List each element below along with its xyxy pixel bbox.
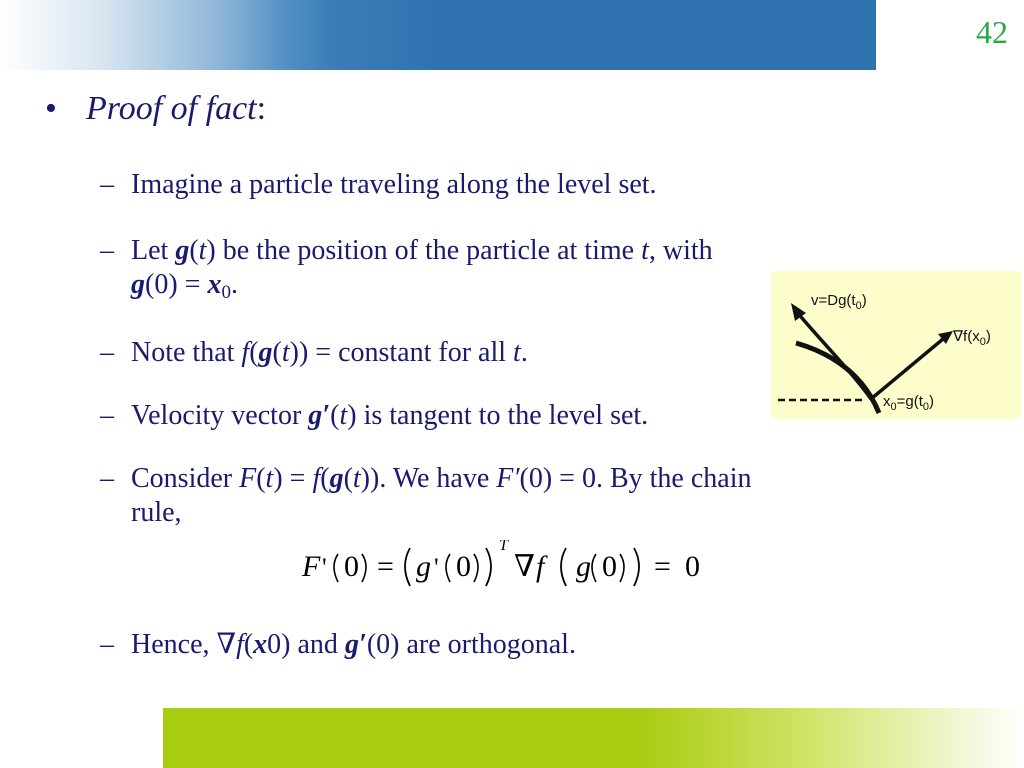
math-g-prime: g′: [344, 629, 367, 660]
formula-equals: =: [654, 550, 671, 583]
formula-paren: [474, 554, 478, 582]
dash-marker: –: [100, 463, 114, 494]
math-x: x: [253, 629, 268, 660]
text: .: [230, 269, 238, 300]
slide-number: 42: [976, 14, 1008, 50]
math-F: F: [239, 463, 257, 494]
formula-nabla: ∇: [514, 550, 535, 583]
math-t: t: [198, 235, 207, 266]
footer-band: [163, 708, 1024, 768]
formula-f: f: [536, 550, 545, 583]
formula-paren: [446, 554, 450, 582]
formula-paren: [405, 548, 410, 586]
sub-item-5-line-2: rule,: [131, 497, 182, 528]
formula-paren: [592, 554, 596, 582]
label-text: v=Dg(t: [811, 292, 856, 309]
dash-marker: –: [100, 400, 114, 431]
math-t: t: [265, 463, 274, 494]
bullet-title: [86, 90, 266, 128]
text: (: [272, 337, 282, 368]
text: (: [343, 463, 353, 494]
level-set-figure: [771, 271, 1021, 419]
text: (0) are orthogonal.: [366, 629, 576, 660]
math-t: t: [641, 235, 649, 266]
dash-marker: –: [100, 337, 114, 368]
subscript: 0: [890, 401, 897, 413]
formula-zero: 0: [602, 550, 617, 583]
formula-paren: [561, 548, 566, 586]
text: (0) =: [145, 269, 208, 300]
subscript: 0: [979, 336, 986, 348]
text: 0) and: [267, 629, 345, 660]
math-g: g: [131, 269, 145, 300]
formula-paren: [634, 548, 639, 586]
text: (: [330, 400, 340, 431]
text: , with: [648, 235, 713, 266]
sub-item-4-text: [131, 399, 648, 433]
text: (: [243, 629, 254, 660]
math-g: g: [258, 337, 273, 368]
label-text: =g(t: [896, 393, 923, 410]
text: ) be the position of the particle at time: [206, 235, 642, 266]
bullet-marker: •: [45, 90, 57, 127]
text: (0) = 0. By the chain: [519, 463, 752, 494]
math-t: t: [352, 463, 361, 494]
formula-g: g: [576, 550, 591, 583]
text: ) =: [273, 463, 313, 494]
text: Velocity vector: [131, 400, 309, 431]
math-t: t: [513, 337, 521, 368]
formula-prime: ': [322, 553, 327, 582]
math-g: g: [175, 235, 190, 266]
text: ) is tangent to the level set.: [347, 400, 649, 431]
formula-paren: [620, 554, 624, 582]
text: (: [249, 337, 259, 368]
subscript: 0: [221, 282, 231, 303]
formula-F: F: [302, 550, 321, 583]
text: Note that: [131, 337, 242, 368]
dash-marker: –: [100, 629, 114, 660]
math-f: f: [312, 463, 321, 494]
text: Consider: [131, 463, 240, 494]
formula-transpose: T: [499, 540, 508, 554]
sub-item-2-line-2: [131, 268, 238, 310]
formula-paren: [362, 554, 366, 582]
formula-paren: [334, 554, 338, 582]
formula-prime: ': [434, 553, 439, 582]
label-text: ∇f(x: [953, 328, 980, 345]
text: (: [256, 463, 266, 494]
bullet-title-text: Proof of fact: [86, 90, 257, 127]
formula-paren: [486, 548, 491, 586]
dash-marker: –: [100, 169, 114, 200]
subscript: 0: [855, 300, 862, 312]
dash-marker: –: [100, 235, 114, 266]
math-f: f: [241, 337, 250, 368]
text: .: [520, 337, 528, 368]
math-t: t: [339, 400, 348, 431]
math-g: g: [329, 463, 344, 494]
math-f: f: [236, 629, 244, 660]
sub-item-6-text: [131, 628, 576, 662]
bullet-colon: :: [256, 90, 267, 127]
sub-item-1-text: Imagine a particle traveling along the level set.: [131, 169, 657, 200]
text: )) = constant for all: [289, 337, 514, 368]
math-t: t: [281, 337, 290, 368]
sub-item-5-line-1: [131, 462, 752, 496]
text: )). We have: [360, 463, 497, 494]
chain-rule-formula: [300, 540, 740, 590]
text: (: [320, 463, 330, 494]
formula-g: g: [416, 550, 431, 583]
formula-zero: 0: [344, 550, 359, 583]
label-text: ): [929, 393, 935, 410]
label-text: ): [861, 292, 867, 309]
text: (: [189, 235, 199, 266]
sub-item-2-line-1: [131, 234, 713, 268]
formula-equals: =: [377, 550, 394, 583]
math-g-prime: g′: [308, 400, 331, 431]
sub-item-3-text: [131, 336, 528, 370]
text: Let: [131, 235, 176, 266]
formula-zero: 0: [456, 550, 471, 583]
text: Hence, ∇: [131, 629, 237, 660]
math-x: x: [207, 269, 222, 300]
subscript: 0: [922, 401, 930, 413]
formula-rhs: 0: [685, 550, 700, 583]
label-text: x: [883, 393, 891, 410]
math-F-prime: F′: [496, 463, 520, 494]
label-text: ): [985, 328, 991, 345]
